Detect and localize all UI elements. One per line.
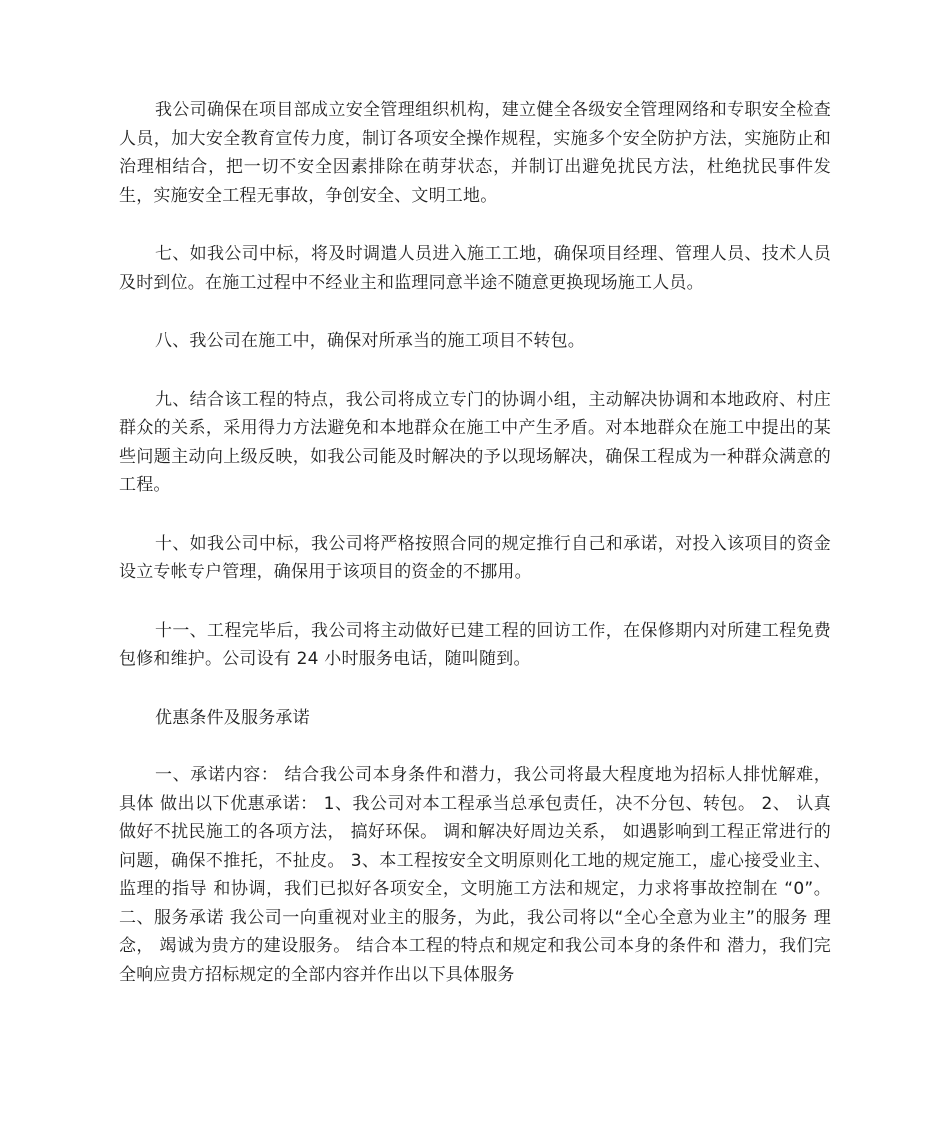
paragraph-warranty-service: 十一、工程完毕后，我公司将主动做好已建工程的回访工作，在保修期内对所建工程免费包修和维护。公司设有 24 小时服务电话，随叫随到。 bbox=[119, 620, 831, 669]
paragraph-fund-management: 十、如我公司中标，我公司将严格按照合同的规定推行自己和承诺，对投入该项目的资金设立专帐专户管理，确保用于该项目的资金的不挪用。 bbox=[119, 533, 831, 582]
paragraph-safety-management: 我公司确保在项目部成立安全管理组织机构，建立健全各级安全管理网络和专职安全检查人员，加大安全教育宣传力度，制订各项安全操作规程，实施多个安全防护方法，实施防止和治理相结合，把一切不安全因素排除在萌芽状态，并制订出避免扰民方法，杜绝扰民事件发生，实施安全工程无事故，争创安全、文明工地。 bbox=[119, 100, 831, 206]
paragraph-no-subcontract: 八、我公司在施工中，确保对所承当的施工项目不转包。 bbox=[155, 331, 585, 351]
document-body bbox=[119, 96, 831, 1019]
paragraph-personnel-commitment: 七、如我公司中标，将及时调遣人员进入施工工地，确保项目经理、管理人员、技术人员及时到位。在施工过程中不经业主和监理同意半途不随意更换现场施工人员。 bbox=[119, 244, 831, 293]
paragraph-commitments: 一、承诺内容： 结合我公司本身条件和潜力，我公司将最大程度地为招标人排忧解难，具体 做出以下优惠承诺： 1、我公司对本工程承当总承包责任，决不分包、转包。 2、 认真做好不扰民施工的各项方法， 搞好环保。 调和解决好周边关系， 如遇影响到工程正常进行的问题，确保不推托，不扯皮。 3、本工程按安全文明原则化工地的规定施工，虚心接受业主、监理的指导 和协调，我们已拟好各项安全，文明施工方法和规定，力求将事故控制在 “0”。 二、服务承诺 我公司一向重视对业主的服务，为此，我公司将以“全心全意为业主”的服务 理念， 竭诚为贵方的建设服务。 结合本工程的特点和规定和我公司本身的条件和 潜力，我们完全响应贵方招标规定的全部内容并作出以下具体服务 bbox=[119, 765, 831, 985]
section-heading: 优惠条件及服务承诺 bbox=[155, 707, 310, 728]
paragraph-coordination-group: 九、结合该工程的特点，我公司将成立专门的协调小组，主动解决协调和本地政府、村庄群众的关系，采用得力方法避免和本地群众在施工中产生矛盾。对本地群众在施工中提出的某些问题主动向上级反映，如我公司能及时解决的予以现场解决，确保工程成为一种群众满意的工程。 bbox=[119, 389, 831, 495]
